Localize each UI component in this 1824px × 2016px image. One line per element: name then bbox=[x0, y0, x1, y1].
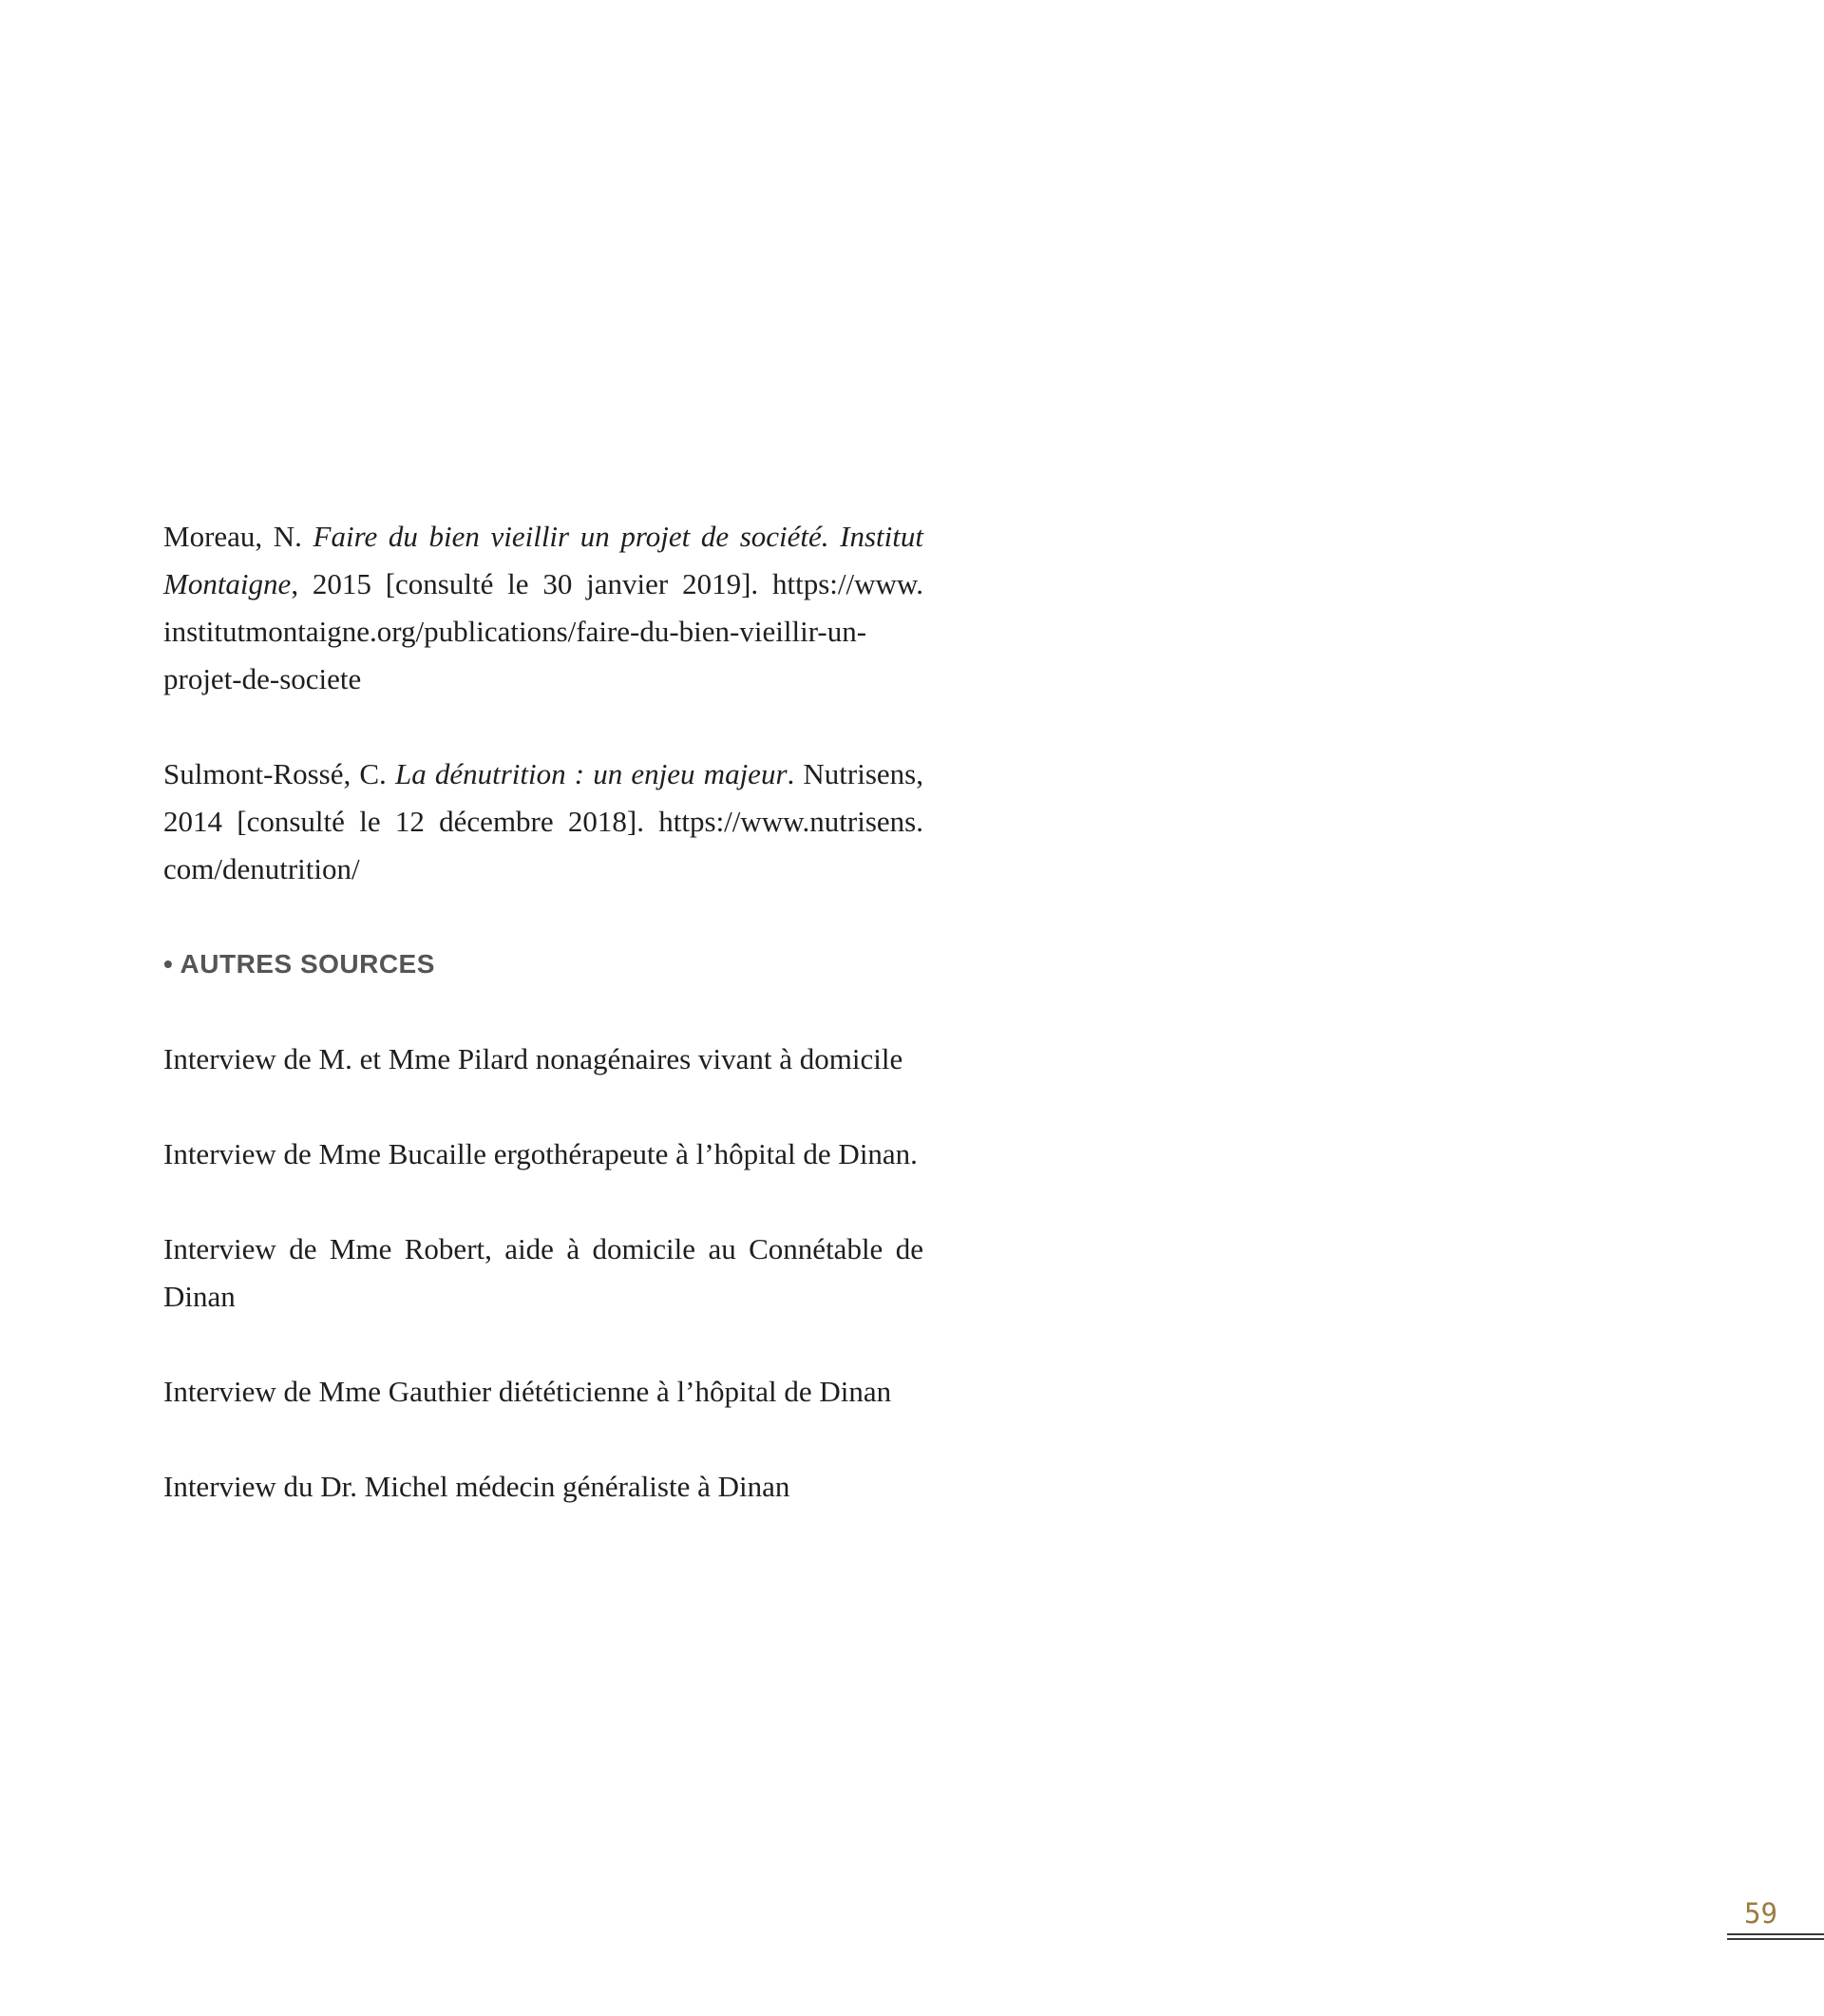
page-footer bbox=[1727, 1893, 1824, 1941]
reference-moreau bbox=[163, 513, 923, 703]
reference-title: La dénutrition : un enjeu majeur bbox=[394, 757, 788, 790]
reference-author: Sulmont-Rossé, C. bbox=[163, 757, 395, 790]
reference-author: Moreau, N. bbox=[163, 520, 314, 553]
footer-rule-top bbox=[1727, 1933, 1824, 1935]
section-heading-autres-sources: • AUTRES SOURCES bbox=[163, 949, 435, 979]
source-item: Interview de M. et Mme Pilard nonagénaires vivant à domicile bbox=[163, 1042, 903, 1075]
page-number: 59 bbox=[1744, 1897, 1777, 1930]
bibliography-content bbox=[163, 513, 923, 1558]
source-item: Interview de Mme Bucaille ergothérapeute à l’hôpital de Dinan. bbox=[163, 1137, 918, 1170]
source-item: Interview du Dr. Michel médecin généraliste à Dinan bbox=[163, 1470, 790, 1503]
source-item: Interview de Mme Gauthier diététicienne à l’hôpital de Dinan bbox=[163, 1375, 892, 1408]
reference-title: Faire du bien vieillir un projet de société. Institut Montaigne bbox=[163, 520, 923, 600]
reference-sulmont-rosse bbox=[163, 751, 923, 893]
source-item: Interview de Mme Robert, aide à domicile au Connétable de Dinan bbox=[163, 1232, 923, 1313]
reference-details: . Nutrisens, 2014 [consulté le 12 décembre 2018]. https://www.nutrisens. com/denutrition/ bbox=[163, 757, 923, 885]
footer-rule-bottom bbox=[1727, 1938, 1824, 1940]
reference-details: , 2015 [consulté le 30 janvier 2019]. https://www. institutmontaigne.org/publications/faire-du-bien-vieillir-un-projet-de-societe bbox=[163, 567, 923, 695]
